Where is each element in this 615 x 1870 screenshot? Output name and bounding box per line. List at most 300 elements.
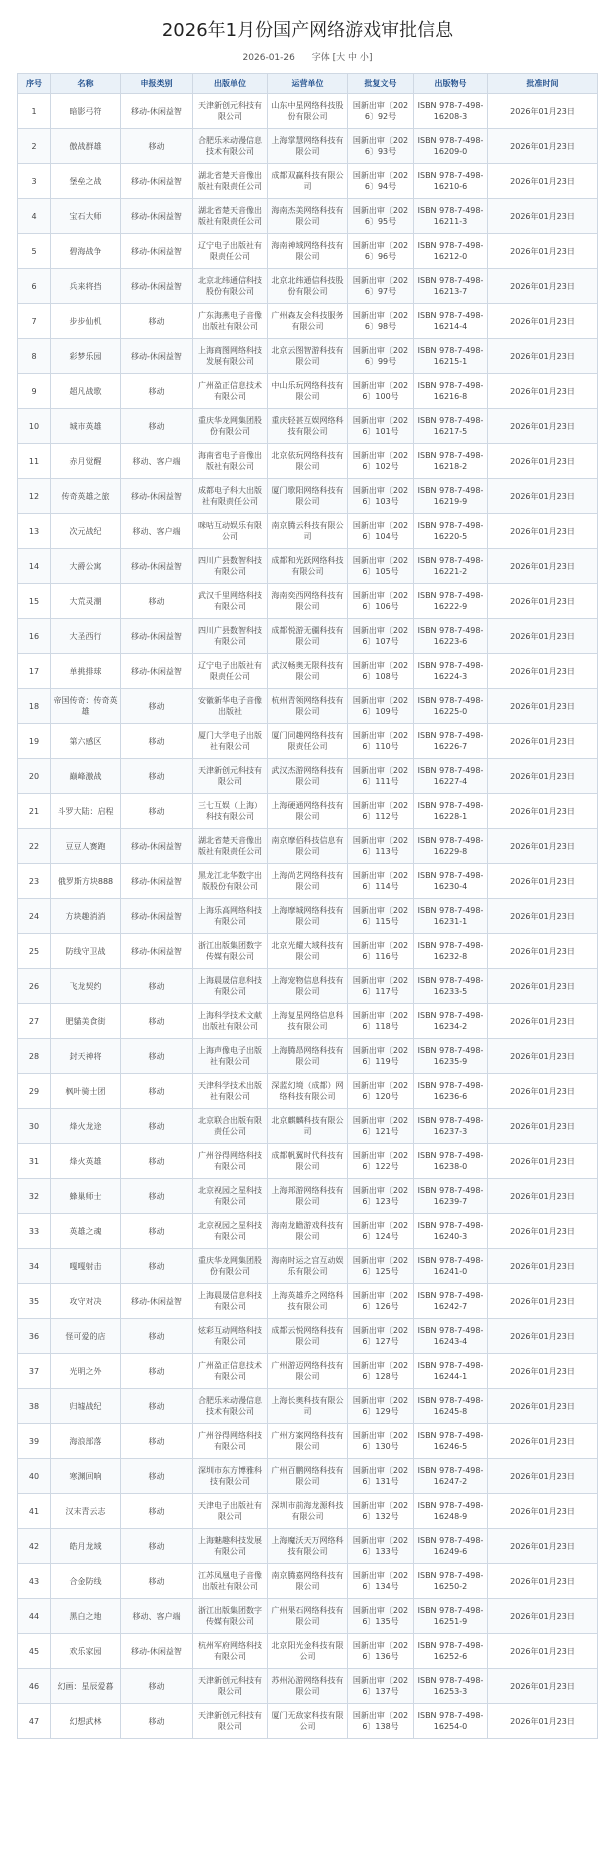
table-row [18,1284,598,1319]
approval-date-cell: 2026年01月23日 [488,864,598,899]
row-number-cell: 14 [18,549,51,584]
approval-number-cell: 国新出审〔2026〕95号 [348,199,414,234]
isbn-cell: ISBN 978-7-498-16224-3 [414,654,488,689]
row-number-cell: 37 [18,1354,51,1389]
game-name-cell: 合金防线 [51,1564,121,1599]
table-row [18,1389,598,1424]
row-number-cell: 1 [18,94,51,129]
row-number-cell: 34 [18,1249,51,1284]
font-small-link[interactable]: 小 [359,53,369,63]
isbn-cell: ISBN 978-7-498-16212-0 [414,234,488,269]
row-number-cell: 8 [18,339,51,374]
isbn-cell: ISBN 978-7-498-16209-0 [414,129,488,164]
isbn-cell: ISBN 978-7-498-16226-7 [414,724,488,759]
article-meta [0,49,615,67]
table-row [18,1354,598,1389]
category-cell: 移动-休闲益智 [121,269,193,304]
approval-date-cell: 2026年01月23日 [488,1319,598,1354]
table-row [18,549,598,584]
table-row [18,1529,598,1564]
publisher-cell: 广州盈正信息技术有限公司 [193,374,268,409]
approval-number-cell: 国新出审〔2026〕112号 [348,794,414,829]
table-row [18,619,598,654]
publisher-cell: 三七互娱（上海）科技有限公司 [193,794,268,829]
table-row [18,689,598,724]
category-cell: 移动 [121,1179,193,1214]
operator-cell: 北京云图智游科技有限公司 [268,339,348,374]
approval-number-cell: 国新出审〔2026〕100号 [348,374,414,409]
category-cell: 移动、客户端 [121,514,193,549]
approval-number-cell: 国新出审〔2026〕129号 [348,1389,414,1424]
operator-cell: 成都悦游无疆科技有限公司 [268,619,348,654]
row-number-cell: 41 [18,1494,51,1529]
approval-date-cell: 2026年01月23日 [488,514,598,549]
approval-number-cell: 国新出审〔2026〕127号 [348,1319,414,1354]
approval-date-cell: 2026年01月23日 [488,829,598,864]
isbn-cell: ISBN 978-7-498-16244-1 [414,1354,488,1389]
row-number-cell: 38 [18,1389,51,1424]
publisher-cell: 湖北省楚天音像出版社有限责任公司 [193,164,268,199]
game-name-cell: 宝石大师 [51,199,121,234]
approval-date-cell: 2026年01月23日 [488,304,598,339]
game-name-cell: 枫叶骑士团 [51,1074,121,1109]
operator-cell: 上海英雄乔之网络科技有限公司 [268,1284,348,1319]
isbn-cell: ISBN 978-7-498-16225-0 [414,689,488,724]
operator-cell: 厦门歌阳网络科技有限公司 [268,479,348,514]
approval-date-cell: 2026年01月23日 [488,1039,598,1074]
isbn-cell: ISBN 978-7-498-16235-9 [414,1039,488,1074]
category-cell: 移动 [121,1074,193,1109]
table-header-row [18,74,598,94]
approval-date-cell: 2026年01月23日 [488,94,598,129]
publisher-cell: 广州谷得网络科技有限公司 [193,1144,268,1179]
approval-number-cell: 国新出审〔2026〕92号 [348,94,414,129]
operator-cell: 山东中星网络科技股份有限公司 [268,94,348,129]
approval-number-cell: 国新出审〔2026〕137号 [348,1669,414,1704]
game-name-cell: 暗影弓符 [51,94,121,129]
category-cell: 移动 [121,584,193,619]
category-cell: 移动-休闲益智 [121,1634,193,1669]
table-row [18,1214,598,1249]
approval-number-cell: 国新出审〔2026〕117号 [348,969,414,1004]
publisher-cell: 天津电子出版社有限公司 [193,1494,268,1529]
table-row [18,374,598,409]
publisher-cell: 浙江出版集团数字传媒有限公司 [193,934,268,969]
table-row [18,759,598,794]
table-row [18,934,598,969]
game-name-cell: 怪可爱的店 [51,1319,121,1354]
row-number-cell: 33 [18,1214,51,1249]
operator-cell: 上海长奥科技有限公司 [268,1389,348,1424]
game-name-cell: 帝国传奇：传奇英雄 [51,689,121,724]
isbn-cell: ISBN 978-7-498-16233-5 [414,969,488,1004]
category-cell: 移动-休闲益智 [121,899,193,934]
game-name-cell: 防线守卫战 [51,934,121,969]
row-number-cell: 35 [18,1284,51,1319]
approval-number-cell: 国新出审〔2026〕113号 [348,829,414,864]
row-number-cell: 11 [18,444,51,479]
approval-date-cell: 2026年01月23日 [488,234,598,269]
approval-date-cell: 2026年01月23日 [488,724,598,759]
row-number-cell: 23 [18,864,51,899]
approval-number-cell: 国新出审〔2026〕93号 [348,129,414,164]
publisher-cell: 北京北纬通信科技股份有限公司 [193,269,268,304]
operator-cell: 南京摩佰科技信息有限公司 [268,829,348,864]
table-row [18,1634,598,1669]
approval-date-cell: 2026年01月23日 [488,899,598,934]
operator-cell: 中山乐玩网络科技有限公司 [268,374,348,409]
isbn-cell: ISBN 978-7-498-16240-3 [414,1214,488,1249]
table-row [18,1109,598,1144]
publisher-cell: 浙江出版集团数字传媒有限公司 [193,1599,268,1634]
approval-number-cell: 国新出审〔2026〕121号 [348,1109,414,1144]
table-row [18,129,598,164]
table-row [18,1459,598,1494]
operator-cell: 北京光耀大域科技有限公司 [268,934,348,969]
row-number-cell: 22 [18,829,51,864]
row-number-cell: 29 [18,1074,51,1109]
row-number-cell: 45 [18,1634,51,1669]
row-number-cell: 13 [18,514,51,549]
row-number-cell: 6 [18,269,51,304]
category-cell: 移动-休闲益智 [121,829,193,864]
isbn-cell: ISBN 978-7-498-16254-0 [414,1704,488,1739]
operator-cell: 广州方案网络科技有限公司 [268,1424,348,1459]
row-number-cell: 20 [18,759,51,794]
publisher-cell: 成都电子科大出版社有限责任公司 [193,479,268,514]
isbn-cell: ISBN 978-7-498-16215-1 [414,339,488,374]
publisher-cell: 海南省电子音像出版社有限公司 [193,444,268,479]
game-name-cell: 幻画：星辰爱暮 [51,1669,121,1704]
isbn-cell: ISBN 978-7-498-16231-1 [414,899,488,934]
approval-number-cell: 国新出审〔2026〕101号 [348,409,414,444]
operator-cell: 深蓝幻境（成都）网络科技有限公司 [268,1074,348,1109]
game-name-cell: 碧海战争 [51,234,121,269]
publisher-cell: 天津新创元科技有限公司 [193,1704,268,1739]
approval-date-cell: 2026年01月23日 [488,1249,598,1284]
approval-number-cell: 国新出审〔2026〕118号 [348,1004,414,1039]
approval-date-cell: 2026年01月23日 [488,934,598,969]
operator-cell: 上海复星网络信息科技有限公司 [268,1004,348,1039]
approval-number-cell: 国新出审〔2026〕102号 [348,444,414,479]
category-cell: 移动 [121,1039,193,1074]
category-cell: 移动 [121,1214,193,1249]
approval-date-cell: 2026年01月23日 [488,199,598,234]
publisher-cell: 武汉千里网络科技有限公司 [193,584,268,619]
game-name-cell: 步步仙机 [51,304,121,339]
approval-date-cell: 2026年01月23日 [488,1599,598,1634]
isbn-cell: ISBN 978-7-498-16238-0 [414,1144,488,1179]
publisher-cell: 上海乐高网络科技有限公司 [193,899,268,934]
table-row [18,199,598,234]
table-row [18,794,598,829]
row-number-cell: 18 [18,689,51,724]
publisher-cell: 合肥乐米动漫信息技术有限公司 [193,1389,268,1424]
approval-date-cell: 2026年01月23日 [488,269,598,304]
table-row [18,1144,598,1179]
game-name-cell: 次元战纪 [51,514,121,549]
isbn-cell: ISBN 978-7-498-16216-8 [414,374,488,409]
row-number-cell: 16 [18,619,51,654]
row-number-cell: 28 [18,1039,51,1074]
category-cell: 移动 [121,304,193,339]
approval-date-cell: 2026年01月23日 [488,969,598,1004]
row-number-cell: 17 [18,654,51,689]
approval-table [17,73,598,1739]
table-row [18,304,598,339]
table-row [18,899,598,934]
approval-date-cell: 2026年01月23日 [488,374,598,409]
publisher-cell: 上海晨晟信息科技有限公司 [193,969,268,1004]
category-cell: 移动-休闲益智 [121,164,193,199]
game-name-cell: 超凡战歌 [51,374,121,409]
isbn-cell: ISBN 978-7-498-16227-4 [414,759,488,794]
isbn-cell: ISBN 978-7-498-16249-6 [414,1529,488,1564]
publisher-cell: 湖北省楚天音像出版社有限责任公司 [193,199,268,234]
isbn-cell: ISBN 978-7-498-16239-7 [414,1179,488,1214]
category-cell: 移动 [121,1494,193,1529]
category-cell: 移动-休闲益智 [121,199,193,234]
game-name-cell: 蜂巢师士 [51,1179,121,1214]
table-row [18,94,598,129]
approval-date-cell: 2026年01月23日 [488,1214,598,1249]
approval-number-cell: 国新出审〔2026〕125号 [348,1249,414,1284]
operator-cell: 杭州青领网络科技有限公司 [268,689,348,724]
column-header: 名称 [51,74,121,94]
approval-date-cell: 2026年01月23日 [488,164,598,199]
approval-table-wrapper [17,73,597,1739]
column-header: 出版物号 [414,74,488,94]
approval-date-cell: 2026年01月23日 [488,1634,598,1669]
table-row [18,479,598,514]
approval-number-cell: 国新出审〔2026〕106号 [348,584,414,619]
isbn-cell: ISBN 978-7-498-16213-7 [414,269,488,304]
game-name-cell: 烽火龙途 [51,1109,121,1144]
game-name-cell: 烽火英雄 [51,1144,121,1179]
table-row [18,1424,598,1459]
approval-date-cell: 2026年01月23日 [488,479,598,514]
isbn-cell: ISBN 978-7-498-16241-0 [414,1249,488,1284]
approval-date-cell: 2026年01月23日 [488,129,598,164]
row-number-cell: 9 [18,374,51,409]
publisher-cell: 重庆华龙网集团股份有限公司 [193,409,268,444]
approval-number-cell: 国新出审〔2026〕130号 [348,1424,414,1459]
game-name-cell: 兵来将挡 [51,269,121,304]
isbn-cell: ISBN 978-7-498-16228-1 [414,794,488,829]
approval-date-cell: 2026年01月23日 [488,654,598,689]
table-body [18,94,598,1739]
game-name-cell: 巅峰激战 [51,759,121,794]
game-name-cell: 归墟战纪 [51,1389,121,1424]
publisher-cell: 北京视园之星科技有限公司 [193,1179,268,1214]
approval-date-cell: 2026年01月23日 [488,619,598,654]
game-name-cell: 堡垒之战 [51,164,121,199]
category-cell: 移动 [121,374,193,409]
row-number-cell: 42 [18,1529,51,1564]
isbn-cell: ISBN 978-7-498-16214-4 [414,304,488,339]
isbn-cell: ISBN 978-7-498-16220-5 [414,514,488,549]
publisher-cell: 北京联合出版有限责任公司 [193,1109,268,1144]
publisher-cell: 上海晨晟信息科技有限公司 [193,1284,268,1319]
isbn-cell: ISBN 978-7-498-16252-6 [414,1634,488,1669]
approval-number-cell: 国新出审〔2026〕110号 [348,724,414,759]
isbn-cell: ISBN 978-7-498-16219-9 [414,479,488,514]
game-name-cell: 欢乐家园 [51,1634,121,1669]
category-cell: 移动 [121,1704,193,1739]
row-number-cell: 10 [18,409,51,444]
row-number-cell: 39 [18,1424,51,1459]
game-name-cell: 大荒灵潮 [51,584,121,619]
approval-number-cell: 国新出审〔2026〕105号 [348,549,414,584]
table-row [18,969,598,1004]
operator-cell: 北京依玩网络科技有限公司 [268,444,348,479]
operator-cell: 武汉杰游网络科技有限公司 [268,759,348,794]
publisher-cell: 天津新创元科技有限公司 [193,94,268,129]
row-number-cell: 40 [18,1459,51,1494]
approval-number-cell: 国新出审〔2026〕104号 [348,514,414,549]
game-name-cell: 攻守对决 [51,1284,121,1319]
table-row [18,1704,598,1739]
isbn-cell: ISBN 978-7-498-16246-5 [414,1424,488,1459]
category-cell: 移动 [121,724,193,759]
table-row [18,409,598,444]
publisher-cell: 北京视园之星科技有限公司 [193,1214,268,1249]
game-name-cell: 彩梦乐园 [51,339,121,374]
approval-number-cell: 国新出审〔2026〕131号 [348,1459,414,1494]
approval-number-cell: 国新出审〔2026〕116号 [348,934,414,969]
approval-date-cell: 2026年01月23日 [488,1494,598,1529]
approval-date-cell: 2026年01月23日 [488,1529,598,1564]
approval-number-cell: 国新出审〔2026〕109号 [348,689,414,724]
table-row [18,1599,598,1634]
operator-cell: 上海宠物信息科技有限公司 [268,969,348,1004]
isbn-cell: ISBN 978-7-498-16232-8 [414,934,488,969]
isbn-cell: ISBN 978-7-498-16250-2 [414,1564,488,1599]
game-name-cell: 黑白之地 [51,1599,121,1634]
approval-number-cell: 国新出审〔2026〕114号 [348,864,414,899]
column-header: 运营单位 [268,74,348,94]
approval-date-cell: 2026年01月23日 [488,1389,598,1424]
operator-cell: 海南龙瞻游戏科技有限公司 [268,1214,348,1249]
approval-date-cell: 2026年01月23日 [488,339,598,374]
operator-cell: 深圳市前海龙源科技有限公司 [268,1494,348,1529]
approval-date-cell: 2026年01月23日 [488,1564,598,1599]
table-row [18,864,598,899]
table-row [18,1249,598,1284]
game-name-cell: 光明之外 [51,1354,121,1389]
approval-number-cell: 国新出审〔2026〕123号 [348,1179,414,1214]
column-header: 批复文号 [348,74,414,94]
game-name-cell: 肥貓美食街 [51,1004,121,1039]
row-number-cell: 32 [18,1179,51,1214]
category-cell: 移动 [121,1109,193,1144]
category-cell: 移动-休闲益智 [121,94,193,129]
approval-number-cell: 国新出审〔2026〕111号 [348,759,414,794]
approval-date-cell: 2026年01月23日 [488,794,598,829]
publisher-cell: 上海魅趣科技发展有限公司 [193,1529,268,1564]
isbn-cell: ISBN 978-7-498-16221-2 [414,549,488,584]
operator-cell: 苏州沁游网络科技有限公司 [268,1669,348,1704]
category-cell: 移动-休闲益智 [121,549,193,584]
isbn-cell: ISBN 978-7-498-16217-5 [414,409,488,444]
category-cell: 移动 [121,129,193,164]
font-size-switcher: [大 中 小] [332,53,373,63]
category-cell: 移动、客户端 [121,1599,193,1634]
publisher-cell: 天津新创元科技有限公司 [193,1669,268,1704]
row-number-cell: 4 [18,199,51,234]
table-row [18,164,598,199]
font-medium-link[interactable]: 中 [348,53,358,63]
game-name-cell: 斗罗大陆：启程 [51,794,121,829]
table-row [18,584,598,619]
game-name-cell: 城市英雄 [51,409,121,444]
publisher-cell: 广州盈正信息技术有限公司 [193,1354,268,1389]
operator-cell: 海南时运之宫互动娱乐有限公司 [268,1249,348,1284]
category-cell: 移动-休闲益智 [121,234,193,269]
publisher-cell: 辽宁电子出版社有限责任公司 [193,234,268,269]
table-row [18,269,598,304]
row-number-cell: 25 [18,934,51,969]
category-cell: 移动-休闲益智 [121,654,193,689]
operator-cell: 成都双赢科技有限公司 [268,164,348,199]
approval-number-cell: 国新出审〔2026〕107号 [348,619,414,654]
approval-number-cell: 国新出审〔2026〕135号 [348,1599,414,1634]
table-row [18,1494,598,1529]
publisher-cell: 炫彩互动网络科技有限公司 [193,1319,268,1354]
category-cell: 移动 [121,1529,193,1564]
publish-date: 2026-01-26 [242,53,295,63]
approval-number-cell: 国新出审〔2026〕132号 [348,1494,414,1529]
category-cell: 移动 [121,1249,193,1284]
operator-cell: 重庆轻甚互娱网络科技有限公司 [268,409,348,444]
isbn-cell: ISBN 978-7-498-16222-9 [414,584,488,619]
category-cell: 移动 [121,1424,193,1459]
operator-cell: 上海邦游网络科技有限公司 [268,1179,348,1214]
operator-cell: 厦门同趣网络科技有限责任公司 [268,724,348,759]
row-number-cell: 3 [18,164,51,199]
approval-number-cell: 国新出审〔2026〕120号 [348,1074,414,1109]
approval-date-cell: 2026年01月23日 [488,1144,598,1179]
operator-cell: 上海腾昂网络科技有限公司 [268,1039,348,1074]
operator-cell: 广州游迈网络科技有限公司 [268,1354,348,1389]
approval-number-cell: 国新出审〔2026〕133号 [348,1529,414,1564]
approval-date-cell: 2026年01月23日 [488,409,598,444]
font-large-link[interactable]: 大 [336,53,346,63]
operator-cell: 武汉畅奥无限科技有限公司 [268,654,348,689]
isbn-cell: ISBN 978-7-498-16229-8 [414,829,488,864]
column-header: 申报类别 [121,74,193,94]
isbn-cell: ISBN 978-7-498-16237-3 [414,1109,488,1144]
category-cell: 移动 [121,1564,193,1599]
approval-date-cell: 2026年01月23日 [488,1074,598,1109]
category-cell: 移动、客户端 [121,444,193,479]
table-row [18,1319,598,1354]
column-header: 序号 [18,74,51,94]
isbn-cell: ISBN 978-7-498-16253-3 [414,1669,488,1704]
approval-number-cell: 国新出审〔2026〕96号 [348,234,414,269]
category-cell: 移动-休闲益智 [121,339,193,374]
category-cell: 移动 [121,1144,193,1179]
font-size-label: 字体 [311,53,330,63]
isbn-cell: ISBN 978-7-498-16247-2 [414,1459,488,1494]
approval-number-cell: 国新出审〔2026〕134号 [348,1564,414,1599]
operator-cell: 海南神域网络科技有限公司 [268,234,348,269]
isbn-cell: ISBN 978-7-498-16236-6 [414,1074,488,1109]
operator-cell: 广州果石网络科技有限公司 [268,1599,348,1634]
table-row [18,514,598,549]
row-number-cell: 31 [18,1144,51,1179]
approval-number-cell: 国新出审〔2026〕138号 [348,1704,414,1739]
